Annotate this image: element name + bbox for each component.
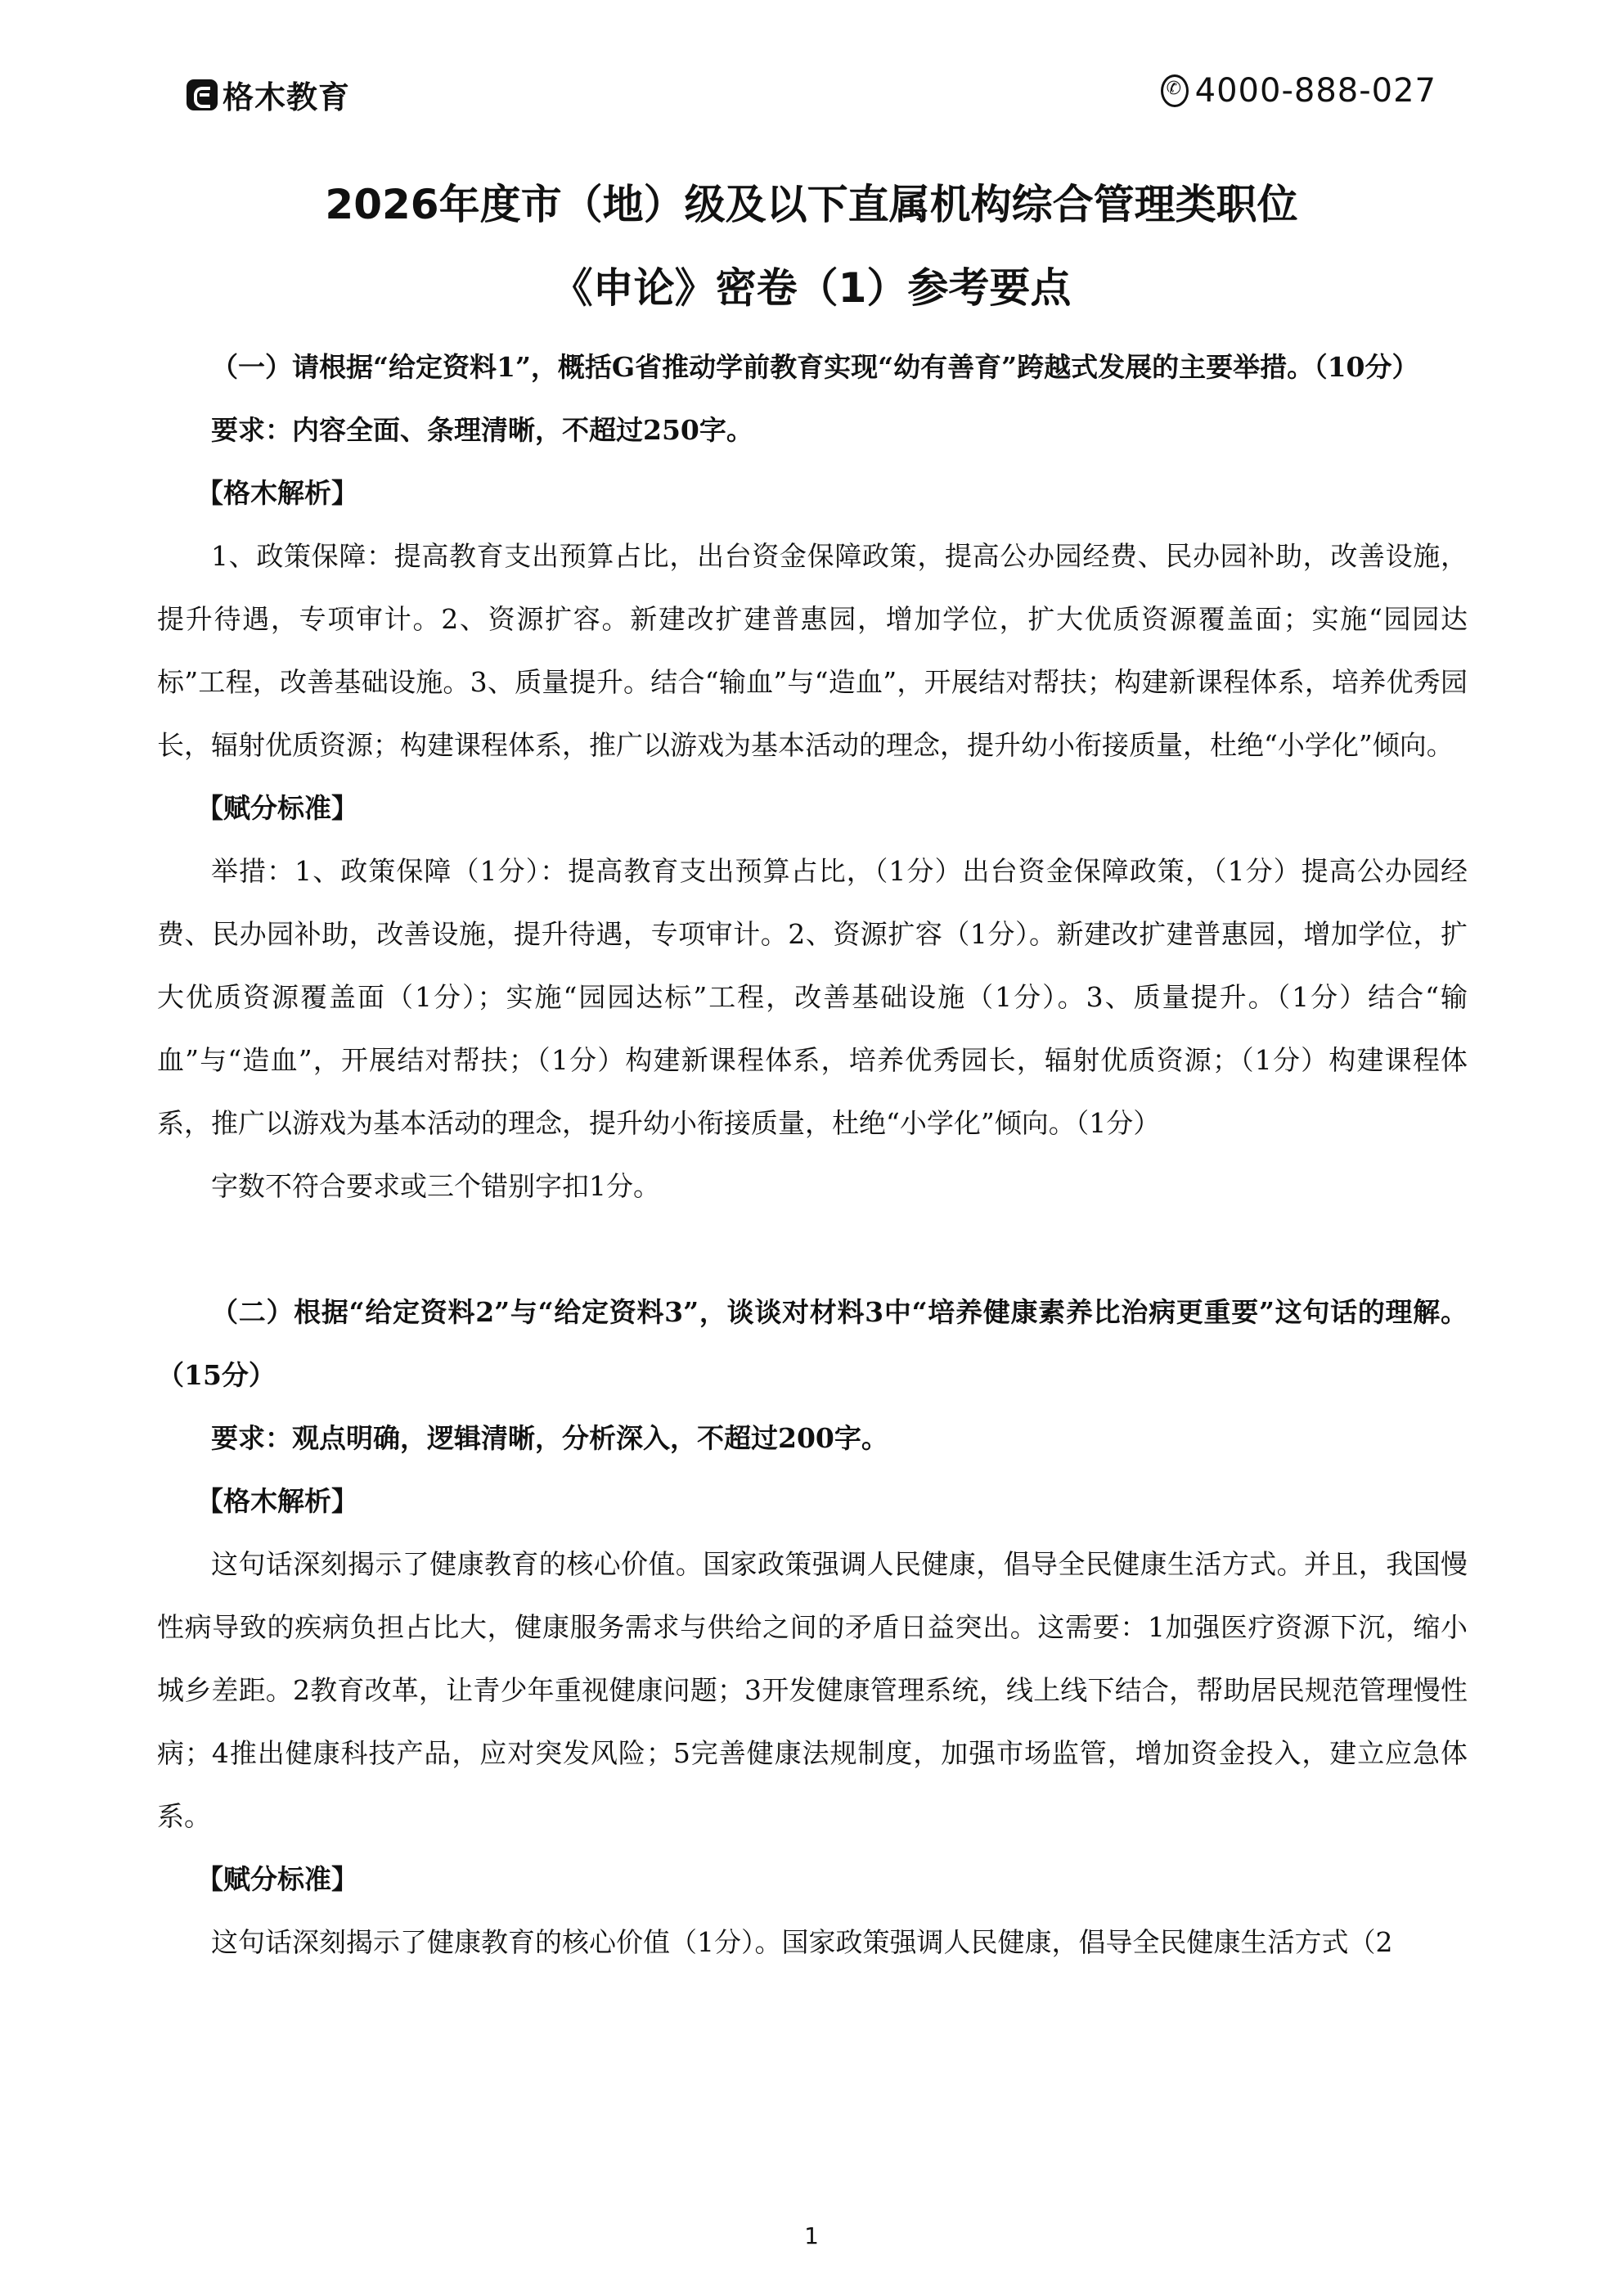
gemu-logo-icon <box>187 79 218 110</box>
question-2-scoring: 这句话深刻揭示了健康教育的核心价值（1分）。国家政策强调人民健康，倡导全民健康生活方式（2 <box>211 1926 1393 1958</box>
hotline <box>1161 72 1436 110</box>
brand-name: 格木教育 <box>223 79 351 115</box>
question-2-analysis: 这句话深刻揭示了健康教育的核心价值。国家政策强调人民健康，倡导全民健康生活方式。并且，我国慢性病导致的疾病负担占比大，健康服务需求与供给之间的矛盾日益突出。这需要：1加强医疗资源下沉，缩小城乡差距。2教育改革，让青少年重视健康问题；3开发健康管理系统，线上线下结合，帮助居民规范管理慢性病；4推出健康科技产品，应对突发风险；5完善健康法规制度，加强市场监管，增加资金投入，建立应急体系。 <box>157 1548 1468 1832</box>
document-body <box>157 335 1468 1974</box>
section-spacer <box>157 1218 1468 1281</box>
page-header <box>187 72 1436 118</box>
question-2: （二）根据“给定资料2”与“给定资料3”，谈谈对材料3中“培养健康素养比治病更重要”这句话的理解。（15分） <box>157 1296 1468 1391</box>
question-2-analysis-heading: 【格木解析】 <box>196 1485 358 1517</box>
page-number: 1 <box>804 2222 819 2249</box>
document-title-line2: 《申论》密卷（1）参考要点 <box>551 264 1072 312</box>
brand-logo <box>187 72 350 117</box>
phone-number: 4000-888-027 <box>1194 72 1436 110</box>
document-title-line1: 2026年度市（地）级及以下直属机构综合管理类职位 <box>325 181 1298 228</box>
question-2-requirement: 要求：观点明确，逻辑清晰，分析深入，不超过200字。 <box>211 1422 888 1454</box>
question-1-scoring-heading: 【赋分标准】 <box>196 792 358 824</box>
question-2-scoring-heading: 【赋分标准】 <box>196 1863 358 1895</box>
question-1-analysis: 1、政策保障：提高教育支出预算占比，出台资金保障政策，提高公办园经费、民办园补助，改善设施，提升待遇，专项审计。2、资源扩容。新建改扩建普惠园，增加学位，扩大优质资源覆盖面；实施“园园达标”工程，改善基础设施。3、质量提升。结合“输血”与“造血”，开展结对帮扶；构建新课程体系，培养优秀园长，辐射优质资源；构建课程体系，推广以游戏为基本活动的理念，提升幼小衔接质量，杜绝“小学化”倾向。 <box>157 540 1468 761</box>
question-1-scoring: 举措：1、政策保障（1分）：提高教育支出预算占比，（1分）出台资金保障政策，（1分）提高公办园经费、民办园补助，改善设施，提升待遇，专项审计。2、资源扩容（1分）。新建改扩建普惠园，增加学位，扩大优质资源覆盖面（1分）；实施“园园达标”工程，改善基础设施（1分）。3、质量提升。（1分）结合“输血”与“造血”，开展结对帮扶；（1分）构建新课程体系，培养优秀园长，辐射优质资源；（1分）构建课程体系，推广以游戏为基本活动的理念，提升幼小衔接质量，杜绝“小学化”倾向。（1分） <box>157 855 1468 1139</box>
question-1-requirement: 要求：内容全面、条理清晰，不超过250字。 <box>211 414 753 446</box>
question-1: （一）请根据“给定资料1”，概括G省推动学前教育实现“幼有善育”跨越式发展的主要举措。（10分） <box>211 351 1419 383</box>
question-1-deduction: 字数不符合要求或三个错别字扣1分。 <box>211 1170 660 1202</box>
phone-icon <box>1161 74 1189 107</box>
question-1-analysis-heading: 【格木解析】 <box>196 477 358 509</box>
